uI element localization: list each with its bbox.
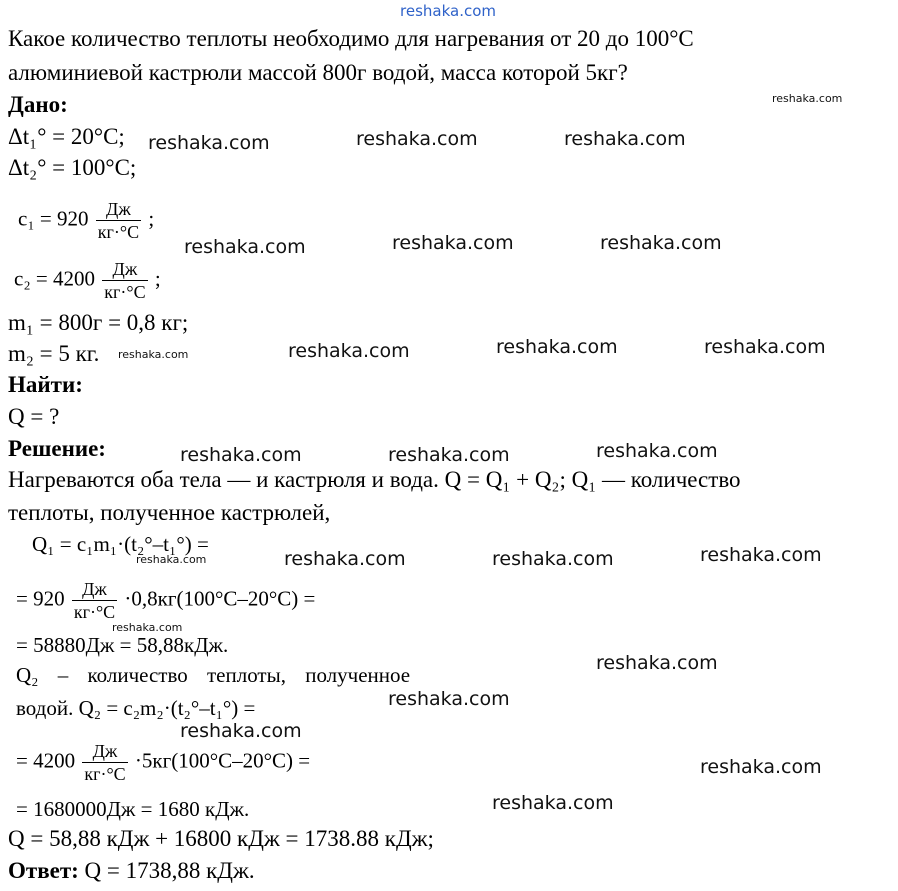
answer-line <box>8 858 255 884</box>
q2-sub-suffix: ·5кг(100°C–20°C) = <box>134 748 311 773</box>
q1-substitution <box>16 578 315 623</box>
q2-unit-fraction <box>82 740 127 785</box>
fraction-numerator: Дж <box>82 740 127 763</box>
c2-prefix: c₂ = 4200 <box>14 266 95 291</box>
watermark: reshaka.com <box>596 440 718 462</box>
given-m1: m₁ = 800г = 0,8 кг; <box>8 310 189 335</box>
watermark: reshaka.com <box>700 756 822 778</box>
watermark: reshaka.com <box>772 92 843 105</box>
watermark: reshaka.com <box>492 792 614 814</box>
q2-result: = 1680000Дж = 1680 кДж. <box>16 797 250 821</box>
watermark: reshaka.com <box>180 720 302 742</box>
given-c1 <box>18 198 154 243</box>
fraction-numerator: Дж <box>72 578 117 601</box>
answer-heading: Ответ: <box>8 858 79 883</box>
watermark: reshaka.com <box>184 236 306 258</box>
c1-prefix: c₁ = 920 <box>18 206 89 231</box>
answer-value: Q = 1738,88 кДж. <box>84 858 255 883</box>
q1-unit-fraction <box>72 578 117 623</box>
q2-sub-prefix: = 4200 <box>16 748 76 773</box>
watermark: reshaka.com <box>392 232 514 254</box>
watermark: reshaka.com <box>704 336 826 358</box>
watermark: reshaka.com <box>564 128 686 150</box>
solution-heading: Решение: <box>8 436 106 461</box>
solution-text-1: Нагреваются оба тела — и кастрюля и вода. Q = Q₁ + Q₂; Q₁ — количество <box>8 467 741 492</box>
q1-sub-suffix: ·0,8кг(100°C–20°C) = <box>124 586 316 611</box>
semicolon: ; <box>154 266 161 291</box>
solution-text-2: теплоты, полученное кастрюлей, <box>8 500 331 525</box>
fraction-denominator: кг·°C <box>84 764 126 784</box>
watermark: reshaka.com <box>112 621 183 634</box>
q2-formula: водой. Q₂ = c₂m₂·(t₂°–t₁°) = <box>16 696 256 720</box>
watermark: reshaka.com <box>118 348 189 361</box>
q2-text: Q₂ – количество теплоты, полученное <box>16 663 411 687</box>
watermark: reshaka.com <box>388 688 510 710</box>
site-link[interactable]: reshaka.com <box>400 2 496 20</box>
watermark: reshaka.com <box>180 444 302 466</box>
watermark: reshaka.com <box>136 553 207 566</box>
q2-substitution <box>16 740 310 785</box>
watermark: reshaka.com <box>288 340 410 362</box>
given-heading: Дано: <box>8 92 68 117</box>
total-line: Q = 58,88 кДж + 16800 кДж = 1738.88 кДж; <box>8 826 434 851</box>
c2-unit-fraction <box>102 258 147 303</box>
fraction-denominator: кг·°C <box>104 282 146 302</box>
fraction-denominator: кг·°C <box>73 602 116 622</box>
watermark: reshaka.com <box>596 652 718 674</box>
watermark: reshaka.com <box>496 336 618 358</box>
watermark: reshaka.com <box>148 132 270 154</box>
given-dt2: Δt₂° = 100°C; <box>8 155 137 180</box>
q1-result: = 58880Дж = 58,88кДж. <box>16 633 229 657</box>
watermark: reshaka.com <box>700 544 822 566</box>
find-heading: Найти: <box>8 372 83 397</box>
fraction-denominator: кг·°C <box>97 222 140 242</box>
watermark: reshaka.com <box>284 548 406 570</box>
fraction-numerator: Дж <box>96 198 141 221</box>
find-value: Q = ? <box>8 404 60 429</box>
given-m2: m₂ = 5 кг. <box>8 341 100 366</box>
q1-sub-prefix: = 920 <box>16 586 65 611</box>
question-line-1: Какое количество теплоты необходимо для нагревания от 20 до 100°C <box>8 26 694 51</box>
given-dt1: Δt₁° = 20°C; <box>8 124 125 149</box>
c1-unit-fraction <box>96 198 141 243</box>
q1-formula: Q₁ = c₁m₁·(t₂°–t₁°) = <box>32 532 209 556</box>
watermark: reshaka.com <box>388 444 510 466</box>
watermark: reshaka.com <box>600 232 722 254</box>
watermark: reshaka.com <box>492 548 614 570</box>
given-c2 <box>14 258 161 303</box>
fraction-numerator: Дж <box>102 258 147 281</box>
watermark: reshaka.com <box>356 128 478 150</box>
semicolon: ; <box>148 206 155 231</box>
question-line-2: алюминиевой кастрюли массой 800г водой, масса которой 5кг? <box>8 60 628 85</box>
